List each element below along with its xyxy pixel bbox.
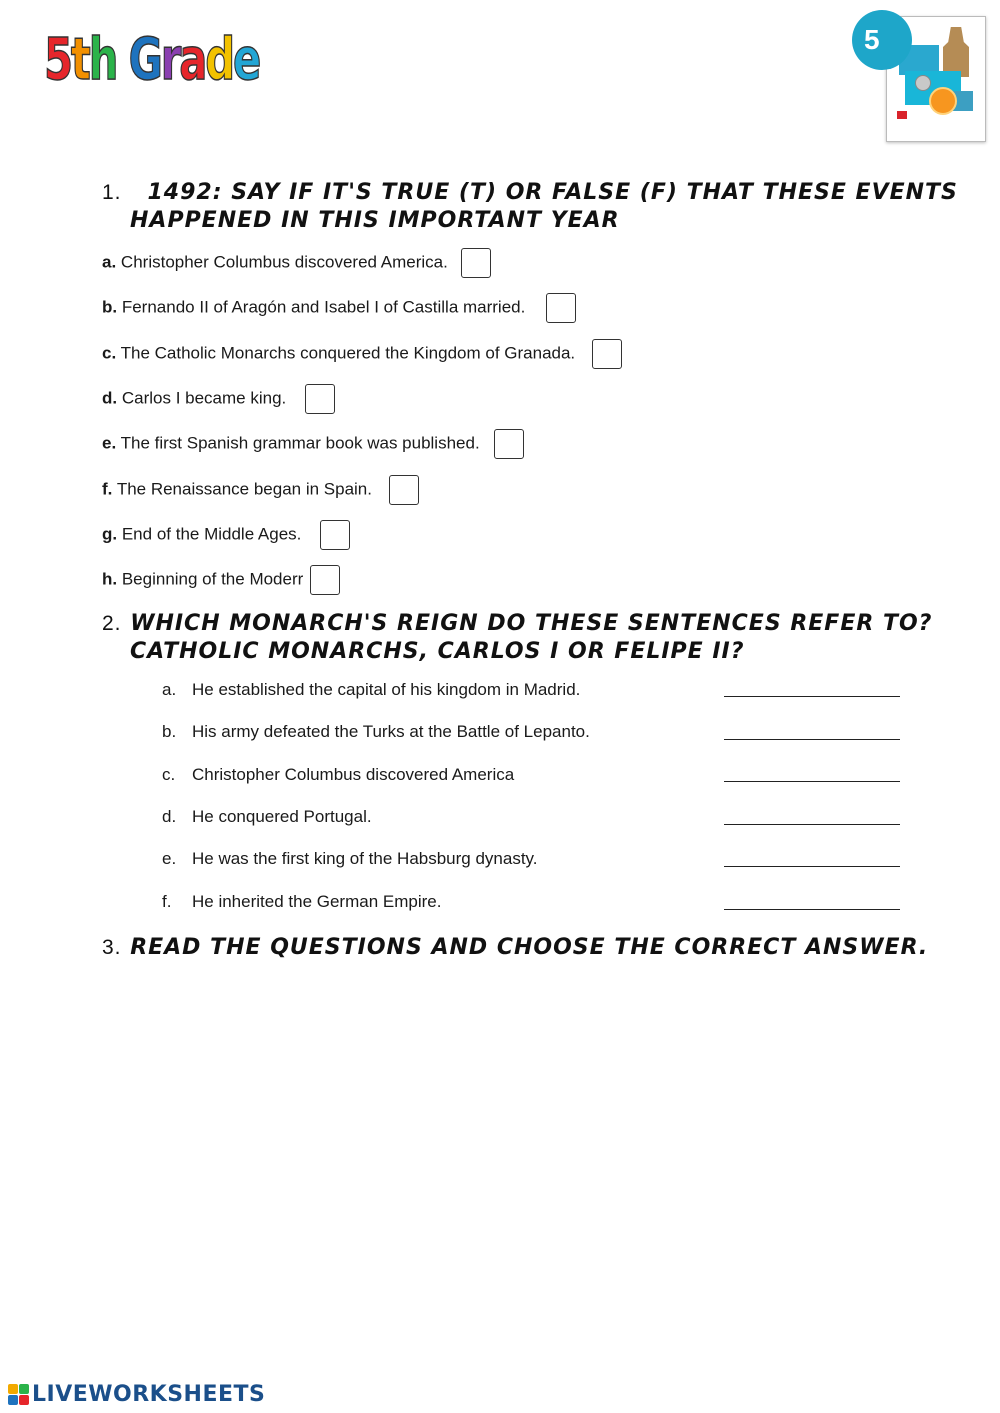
logo-letter: e <box>232 25 260 93</box>
item-letter: c. <box>162 765 176 784</box>
section2-heading <box>102 610 932 638</box>
logo-letter: r <box>160 25 180 93</box>
answer-box[interactable] <box>310 565 340 595</box>
tf-item <box>102 475 419 505</box>
item-text: The first Spanish grammar book was published. <box>120 433 480 453</box>
item-letter: f. <box>162 892 172 911</box>
answer-box[interactable] <box>592 339 622 369</box>
item-letter: e. <box>102 433 117 453</box>
item-text: Beginning of the Moderr <box>121 569 304 589</box>
answer-box[interactable] <box>320 520 350 550</box>
logo-letter: d <box>205 25 233 93</box>
tf-item <box>102 429 524 459</box>
answer-box[interactable] <box>461 248 491 278</box>
item-letter: h. <box>102 569 118 589</box>
item-text: Carlos I became king. <box>121 388 287 408</box>
grade-logo <box>44 24 259 94</box>
tf-item <box>102 293 576 323</box>
section1-title-line2: HAPPENED IN THIS IMPORTANT YEAR <box>130 208 620 233</box>
section2-number: 2. <box>102 612 122 635</box>
item-text: His army defeated the Turks at the Battle of Lepanto. <box>192 722 590 741</box>
answer-line[interactable] <box>724 866 900 867</box>
answer-line[interactable] <box>724 909 900 910</box>
item-text: The Catholic Monarchs conquered the Kingdom of Granada. <box>120 343 576 363</box>
answer-line[interactable] <box>724 696 900 697</box>
section1-heading-line2 <box>130 207 620 235</box>
tf-item <box>102 565 340 595</box>
monarch-item <box>162 849 538 869</box>
brand-name: LIVEWORKSHEETS <box>32 1382 266 1407</box>
answer-box[interactable] <box>494 429 524 459</box>
brand-icon <box>8 1384 29 1405</box>
monarch-item <box>162 680 580 700</box>
section3-title: READ THE QUESTIONS AND CHOOSE THE CORRECT ANSWER. <box>130 935 929 960</box>
item-letter: b. <box>162 722 177 741</box>
item-text: Christopher Columbus discovered America. <box>120 252 448 272</box>
item-letter: d. <box>162 807 177 826</box>
tf-item <box>102 339 622 369</box>
item-letter: b. <box>102 297 118 317</box>
logo-letter: 5 <box>44 25 71 93</box>
item-letter: g. <box>102 524 118 544</box>
item-letter: f. <box>102 479 113 499</box>
tf-item <box>102 248 491 278</box>
item-text: End of the Middle Ages. <box>121 524 302 544</box>
item-text: He conquered Portugal. <box>192 807 372 826</box>
item-letter: e. <box>162 849 177 868</box>
answer-box[interactable] <box>305 384 335 414</box>
section3-number: 3. <box>102 936 122 959</box>
item-letter: a. <box>102 252 117 272</box>
logo-letter: G <box>128 25 161 93</box>
monarch-item <box>162 892 441 912</box>
monarch-item <box>162 722 590 742</box>
logo-letter: a <box>179 25 206 93</box>
section1-heading <box>102 179 958 207</box>
section2-title-line1: WHICH MONARCH'S REIGN DO THESE SENTENCES REFER TO? <box>130 611 933 636</box>
item-text: Fernando II of Aragón and Isabel I of Castilla married. <box>121 297 526 317</box>
section1-title-line1: 1492: SAY IF IT'S TRUE (T) OR FALSE (F) THAT THESE EVENTS <box>147 180 958 205</box>
item-letter: c. <box>102 343 117 363</box>
logo-letter <box>116 24 128 94</box>
logo-letter: h <box>88 25 117 93</box>
item-text: He inherited the German Empire. <box>192 892 442 911</box>
item-text: The Renaissance began in Spain. <box>116 479 372 499</box>
tf-item <box>102 520 350 550</box>
monarch-item <box>162 765 514 785</box>
section3-heading <box>102 934 928 962</box>
grade-badge: 5 <box>852 10 912 70</box>
liveworksheets-brand <box>8 1382 265 1407</box>
item-text: Christopher Columbus discovered America <box>192 765 515 784</box>
monarch-item <box>162 807 372 827</box>
item-text: He established the capital of his kingdom in Madrid. <box>192 680 581 699</box>
logo-letter: t <box>70 25 89 93</box>
tf-item <box>102 384 335 414</box>
answer-box[interactable] <box>389 475 419 505</box>
answer-line[interactable] <box>724 739 900 740</box>
item-text: He was the first king of the Habsburg dynasty. <box>192 849 538 868</box>
section2-heading-line2 <box>130 638 745 666</box>
answer-line[interactable] <box>724 824 900 825</box>
answer-box[interactable] <box>546 293 576 323</box>
section1-number: 1. <box>102 181 122 204</box>
section2-title-line2: CATHOLIC MONARCHS, CARLOS I OR FELIPE II? <box>130 639 745 664</box>
answer-line[interactable] <box>724 781 900 782</box>
item-letter: a. <box>162 680 177 699</box>
item-letter: d. <box>102 388 118 408</box>
